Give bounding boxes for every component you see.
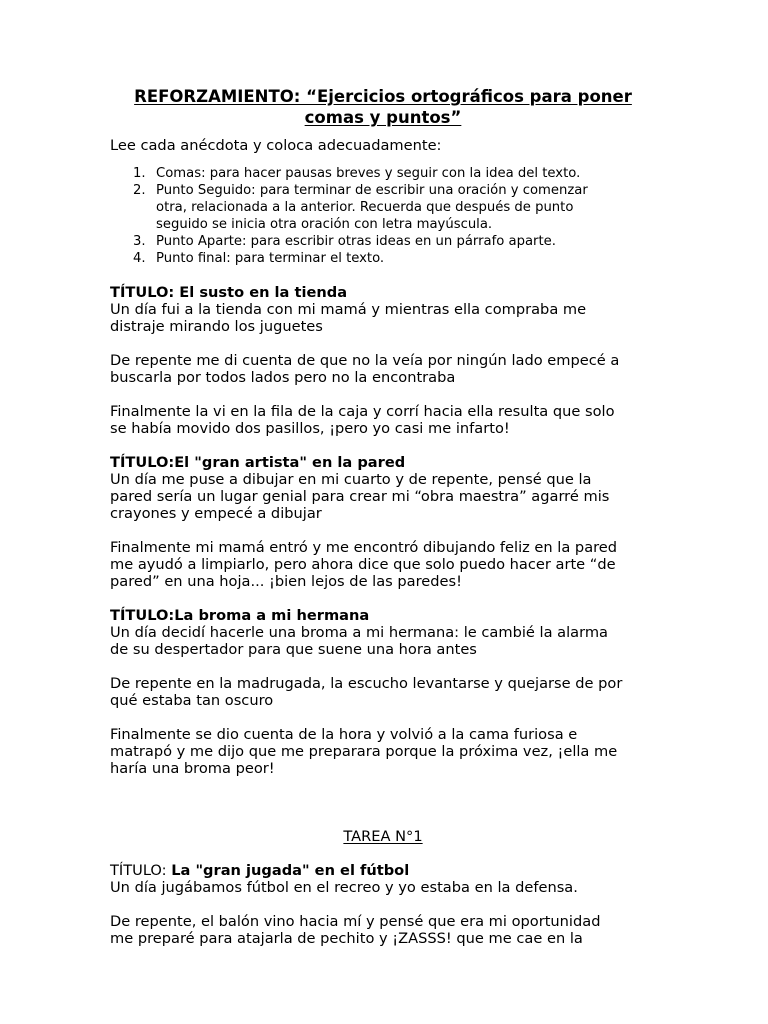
story-3-paragraph-line: De repente en la madrugada, la escucho levantarse y quejarse de por (110, 675, 623, 692)
tarea-paragraph-line: me preparé para atajarla de pechito y ¡ZASSS! que me cae en la (110, 930, 583, 947)
story-1-paragraph-line: De repente me di cuenta de que no la veía por ningún lado empecé a (110, 352, 620, 369)
rule-line: Comas: para hacer pausas breves y seguir con la idea del texto. (156, 166, 581, 181)
story-3-heading: TÍTULO:La broma a mi hermana (110, 607, 370, 624)
story-2-paragraph-line: me ayudó a limpiarlo, pero ahora dice que solo puedo hacer arte “de (110, 556, 616, 573)
rule-item (133, 165, 588, 182)
rule-number: 1. (133, 166, 146, 181)
story-1-paragraph-line: distraje mirando los juguetes (110, 318, 323, 335)
rule-line: seguido se inicia otra oración con letra mayúscula. (156, 217, 493, 232)
story-3-paragraph-line: Un día decidí hacerle una broma a mi hermana: le cambié la alarma (110, 624, 609, 641)
tarea-heading-title: La "gran jugada" en el fútbol (171, 862, 410, 879)
rule-line: Punto final: para terminar el texto. (156, 251, 385, 266)
tarea-label: TAREA N°1 (343, 828, 423, 845)
rule-item (133, 250, 588, 267)
rule-line: otra, relacionada a la anterior. Recuerda que después de punto (156, 200, 574, 215)
rule-item (133, 233, 588, 250)
tarea-paragraph-line: De repente, el balón vino hacia mí y pensé que era mi oportunidad (110, 913, 601, 930)
rule-number: 2. (133, 183, 146, 198)
story-1-paragraph-line: buscarla por todos lados pero no la encontraba (110, 369, 456, 386)
story-2-paragraph-line: pared” en una hoja... ¡bien lejos de las paredes! (110, 573, 462, 590)
story-1-paragraph-line: Finalmente la vi en la fila de la caja y corrí hacia ella resulta que solo (110, 403, 615, 420)
rules-list (133, 165, 588, 267)
document-title (100, 86, 666, 128)
tarea-paragraph-line: Un día jugábamos fútbol en el recreo y yo estaba en la defensa. (110, 879, 578, 896)
story-2-paragraph-line: Finalmente mi mamá entró y me encontró dibujando feliz en la pared (110, 539, 618, 556)
story-1-heading: TÍTULO: El susto en la tienda (110, 284, 348, 301)
stories-body (110, 284, 690, 947)
rule-number: 3. (133, 234, 146, 249)
rule-line: Punto Seguido: para terminar de escribir una oración y comenzar (156, 183, 588, 198)
story-1-paragraph-line: Un día fui a la tienda con mi mamá y mientras ella compraba me (110, 301, 587, 318)
story-2-paragraph-line: Un día me puse a dibujar en mi cuarto y de repente, pensé que la (110, 471, 592, 488)
story-3-paragraph-line: matrapó y me dijo que me preparara porque la próxima vez, ¡ella me (110, 743, 618, 760)
story-3-paragraph-line: haría una broma peor! (110, 760, 275, 777)
rule-number: 4. (133, 251, 146, 266)
story-3-paragraph-line: qué estaba tan oscuro (110, 692, 274, 709)
story-2-heading: TÍTULO:El "gran artista" en la pared (110, 454, 406, 471)
story-3-paragraph-line: Finalmente se dio cuenta de la hora y volvió a la cama furiosa e (110, 726, 578, 743)
tarea-heading (110, 862, 690, 879)
instruction-text: Lee cada anécdota y coloca adecuadamente: (110, 137, 442, 154)
title-line-2: comas y puntos” (304, 108, 462, 127)
story-1-paragraph-line: se había movido dos pasillos, ¡pero yo casi me infarto! (110, 420, 510, 437)
rule-item (133, 182, 588, 233)
story-3-paragraph-line: de su despertador para que suene una hora antes (110, 641, 477, 658)
story-2-paragraph-line: pared sería un lugar genial para crear mi “obra maestra” agarré mis (110, 488, 610, 505)
title-line-1: REFORZAMIENTO: “Ejercicios ortográficos para poner (134, 87, 632, 106)
rule-line: Punto Aparte: para escribir otras ideas en un párrafo aparte. (156, 234, 556, 249)
tarea-heading-prefix: TÍTULO: (110, 862, 172, 879)
story-2-paragraph-line: crayones y empecé a dibujar (110, 505, 322, 522)
